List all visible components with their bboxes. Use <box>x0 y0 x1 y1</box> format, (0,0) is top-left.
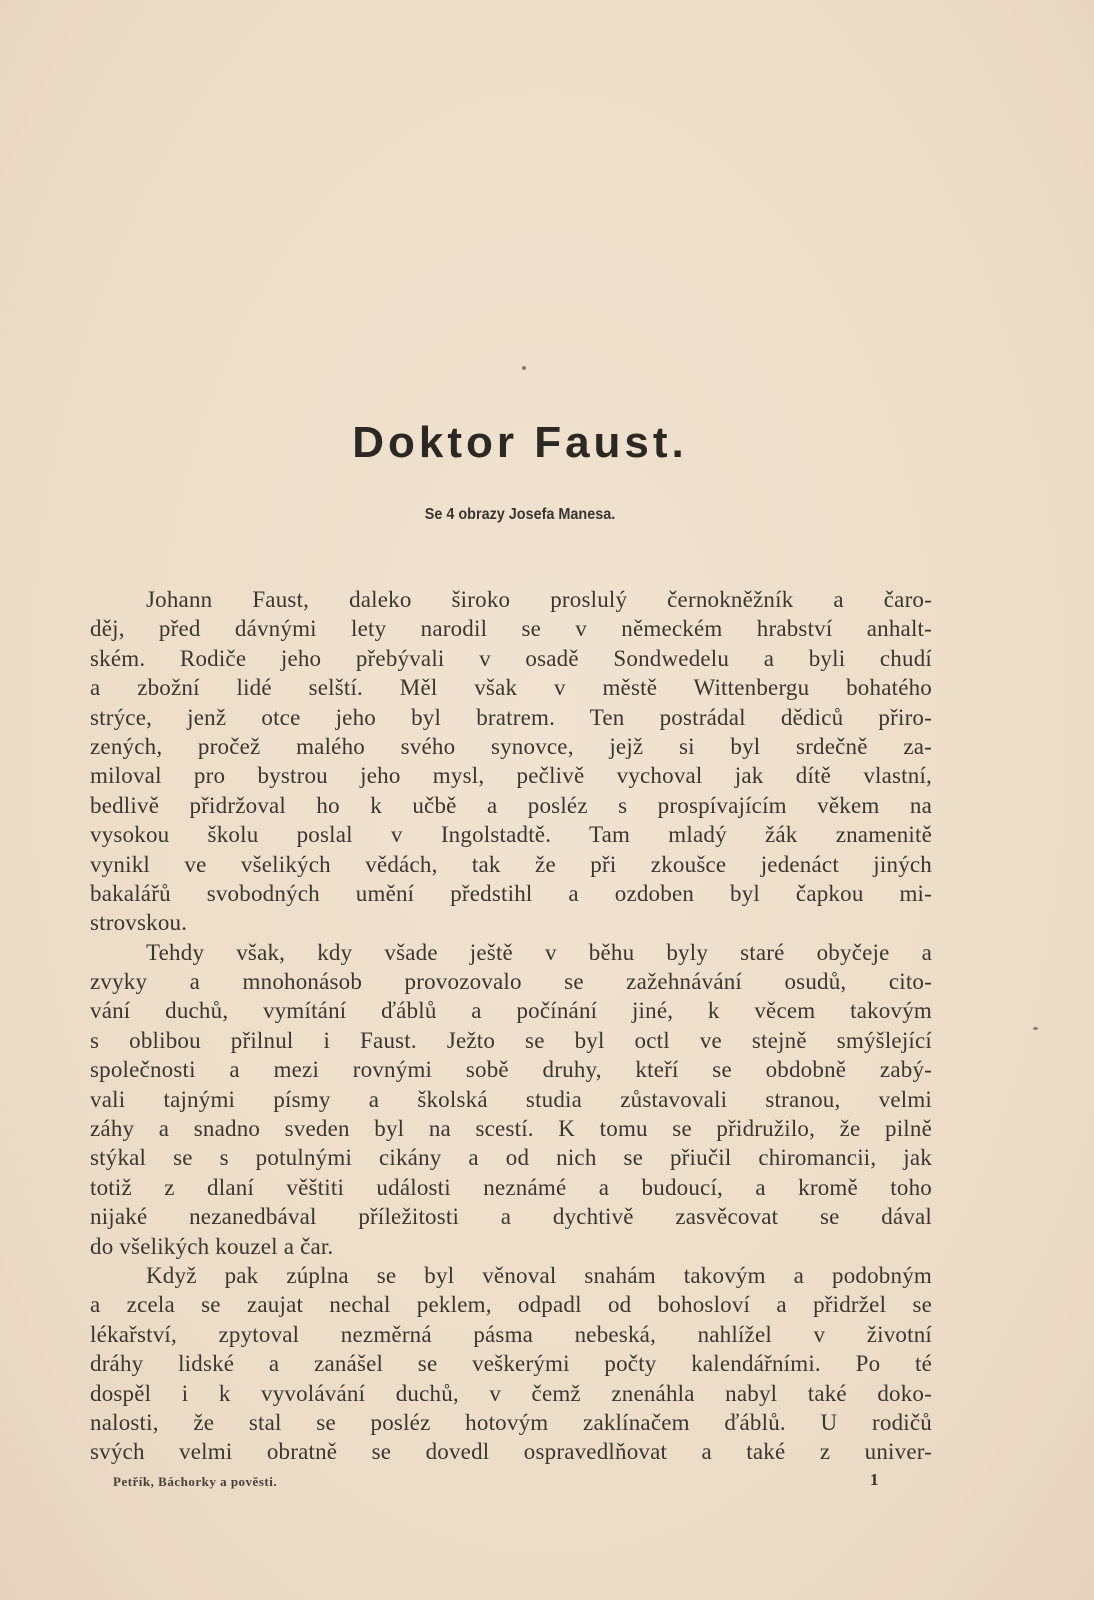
text-line: vali tajnými písmy a školská studia zůstavovali stranou, velmi <box>90 1086 932 1112</box>
text-line: a zbožní lidé selští. Měl však v městě Wittenbergu bohatého <box>90 675 932 701</box>
text-line: záhy a snadno sveden byl na scestí. K tomu se přidružilo, že pilně <box>90 1116 932 1142</box>
text-line: Tehdy však, kdy všade ještě v běhu byly staré obyčeje a <box>146 939 932 965</box>
text-line: bedlivě přidržoval ho k učbě a posléz s prospívajícím věkem na <box>90 792 932 818</box>
speck <box>1033 1027 1038 1030</box>
text-line: Johann Faust, daleko široko proslulý černokněžník a čaro- <box>146 587 932 612</box>
text-line: stýkal se s potulnými cikány a od nich se přiučil chiromancii, jak <box>90 1145 932 1171</box>
speck <box>522 366 526 370</box>
text-line: bakalářů svobodných umění předstihl a ozdoben byl čapkou mi- <box>90 880 932 906</box>
page-number: 1 <box>870 1470 879 1489</box>
text-line: zvyky a mnohonásob provozovalo se zažehnávání osudů, cito- <box>90 969 932 995</box>
text-line: vysokou školu poslal v Ingolstadtě. Tam mladý žák znamenitě <box>90 822 932 848</box>
text-line: a zcela se zaujat nechal peklem, odpadl od bohosloví a přidržel se <box>90 1292 932 1318</box>
text-line: strovskou. <box>90 910 188 936</box>
body-text <box>90 585 932 1467</box>
chapter-subtitle: Se 4 obrazy Josefa Manesa. <box>424 506 616 523</box>
text-line: do všelikých kouzel a čar. <box>90 1233 334 1259</box>
text-line: s oblibou přilnul i Faust. Ježto se byl octl ve stejně smýšlející <box>90 1027 932 1053</box>
chapter-title: Doktor Faust. <box>352 418 688 467</box>
text-line: vání duchů, vymítání ďáblů a počínání jiné, k věcem takovým <box>90 998 932 1024</box>
text-line: vynikl ve všelikých vědách, tak že při zkoušce jedenáct jiných <box>90 851 932 877</box>
text-line: společnosti a mezi rovnými sobě druhy, kteří se obdobně zabý- <box>90 1057 932 1083</box>
text-line: miloval pro bystrou jeho mysl, pečlivě vychoval jak dítě vlastní, <box>90 763 932 789</box>
text-line: strýce, jenž otce jeho byl bratrem. Ten postrádal dědiců přiro- <box>90 704 932 730</box>
text-line: zených, pročež malého svého synovce, jejž si byl srdečně za- <box>90 733 932 759</box>
text-line: Když pak zúplna se byl věnoval snahám takovým a podobným <box>146 1262 932 1288</box>
text-line: dráhy lidské a zanášel se veškerými počty kalendářními. Po té <box>90 1351 932 1377</box>
text-line: dospěl i k vyvolávání duchů, v čemž znenáhla nabyl také doko- <box>90 1380 932 1406</box>
text-line: ském. Rodiče jeho přebývali v osadě Sondwedelu a byli chudí <box>90 645 932 671</box>
text-line: nijaké nezanedbával příležitosti a dychtivě zasvěcovat se dával <box>90 1204 932 1230</box>
running-footer: Petřík, Báchorky a pověsti. <box>113 1474 278 1489</box>
text-line: svých velmi obratně se dovedl ospravedlňovat a také z univer- <box>90 1439 932 1465</box>
text-line: děj, před dávnými lety narodil se v německém hrabství anhalt- <box>90 616 932 642</box>
text-line: nalosti, že stal se posléz hotovým zaklínačem ďáblů. U rodičů <box>90 1409 932 1435</box>
text-line: lékařství, zpytoval nezměrná pásma nebeská, nahlížel v životní <box>90 1321 932 1347</box>
text-line: totiž z dlaní věštiti události neznámé a budoucí, a kromě toho <box>90 1174 932 1200</box>
